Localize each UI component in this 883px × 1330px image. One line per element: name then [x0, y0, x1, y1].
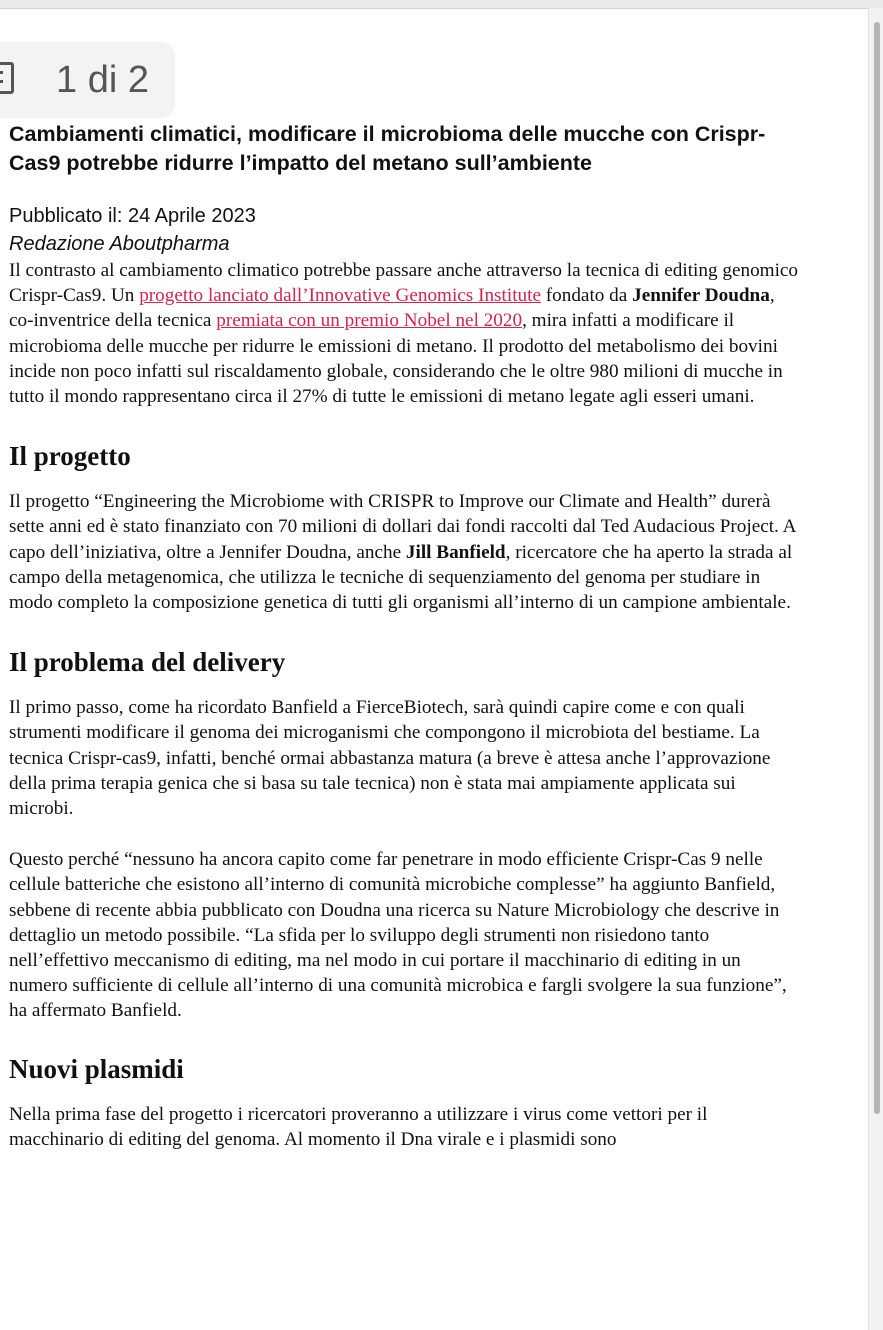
page-indicator-badge[interactable] — [0, 42, 175, 118]
bold-jennifer-doudna: Jennifer Doudna — [632, 285, 770, 307]
heading-nuovi-plasmidi: Nuovi plasmidi — [9, 1053, 184, 1084]
page-list-icon — [0, 62, 14, 94]
paragraph-il-progetto: Il progetto “Engineering the Microbiome with CRISPR to Improve our Climate and Health” durerà sette anni ed è stato finanziato con 70 milioni di dollari dai fondi raccolti dal Ted Audacious Project. A capo dell’iniziativa, oltre a Jennifer Doudna, anche Jill Banfield, ricercatore che ha aperto la strada al campo della metagenomica, che utilizza le tecniche di sequenziamento del genoma per studiare in modo completo la composizione genetica di tutti gli organismi all’interno di un campione ambientale. — [9, 491, 796, 614]
page-count: 1 di 2 — [56, 59, 149, 101]
intro-paragraph: Il contrasto al cambiamento climatico potrebbe passare anche attraverso la tecnica di editing genomico Crispr-Cas9. Un progetto lanciato dall’Innovative Genomics Institute fondato da Jennifer Doudna, co-inventrice della tecnica premiata con un premio Nobel nel 2020, mira infatti a modificare il microbioma delle mucche per ridurre le emissioni di metano. Il prodotto del metabolismo dei bovini incide non poco infatti sul riscaldamento globale, considerando che le oltre 980 milioni di mucche in tutto il mondo rappresentano circa il 27% di tutte le emissioni di metano legate agli esseri umani. — [9, 260, 799, 408]
bold-jill-banfield: Jill Banfield — [405, 541, 506, 563]
paragraph-delivery-2: Questo perché “nessuno ha ancora capito come far penetrare in modo efficiente Crispr-Cas 9 nelle cellule batteriche che esistono all’interno di comunità microbiche complesse” ha aggiunto Banfield, sebbene di recente abbia pubblicato con Doudna una ricerca su Nature Microbiology che descrive in dettaglio un metodo possibile. “La sfida per lo sviluppo degli strumenti non risiedono tanto nell’effettivo meccanismo di editing, ma nel modo in cui portare il macchinario di editing in un numero sufficiente di cellule all’interno di una comunità microbica e fargli svolgere la sua funzione”, ha affermato Banfield. — [9, 849, 787, 1022]
link-nobel-prize[interactable]: premiata con un premio Nobel nel 2020 — [216, 310, 523, 332]
heading-il-progetto: Il progetto — [9, 441, 131, 472]
paragraph-plasmidi: Nella prima fase del progetto i ricercatori proveranno a utilizzare i virus come vettori per il macchinario di editing del genoma. Al momento il Dna virale e i plasmidi sono — [9, 1103, 708, 1150]
scrollbar-thumb[interactable] — [874, 22, 880, 1114]
link-igi-project[interactable]: progetto lanciato dall’Innovative Genomics Institute — [139, 285, 541, 307]
article-title: Cambiamenti climatici, modificare il microbioma delle mucche con Crispr-Cas9 potrebbe ridurre l’impatto del metano sull’ambiente — [9, 122, 766, 175]
article-meta — [9, 202, 799, 258]
paragraph-delivery-1: Il primo passo, come ha ricordato Banfield a FierceBiotech, sarà quindi capire come e con quali strumenti modificare il genoma dei microganismi che compongono il microbiota del bestiame. La tecnica Crispr-cas9, infatti, benché ormai abbastanza matura (a breve è attesa anche l’approvazione della prima terapia genica che si basa su tale tecnica) non è stata mai ampiamente applicata sui microbi. — [9, 697, 771, 820]
article — [9, 120, 799, 1152]
publish-date: Pubblicato il: 24 Aprile 2023 — [9, 205, 256, 227]
top-bar — [0, 0, 883, 9]
scrollbar-track[interactable] — [868, 8, 883, 1330]
heading-problema-delivery: Il problema del delivery — [9, 647, 286, 678]
author: Redazione Aboutpharma — [9, 233, 230, 255]
